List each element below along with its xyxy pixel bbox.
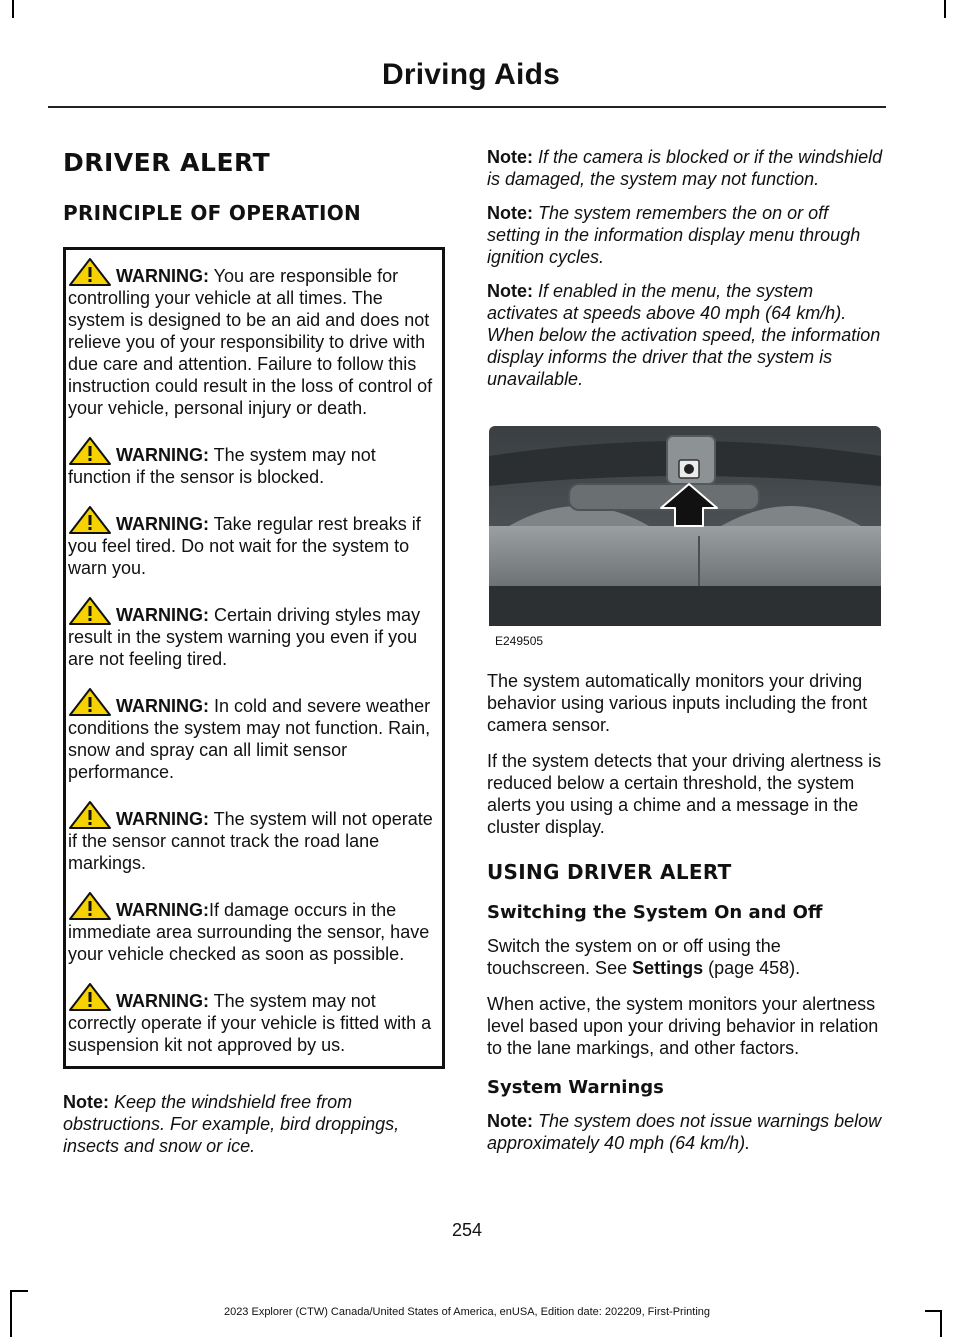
warning-item: WARNING: The system may not function if the sensor is blocked. bbox=[68, 437, 434, 488]
warning-triangle-icon bbox=[68, 597, 112, 625]
paragraph: If the system detects that your driving alertness is reduced below a certain threshold, the system alerts you using a chime and a message in the cluster display. bbox=[487, 751, 882, 837]
subsection-title: System Warnings bbox=[487, 1077, 664, 1098]
page-number: 254 bbox=[451, 1220, 483, 1240]
settings-link[interactable]: Settings bbox=[632, 958, 704, 978]
warning-triangle-icon bbox=[68, 892, 112, 920]
warning-item: WARNING: In cold and severe weather conditions the system may not function. Rain, snow and spray can all limit sensor performance. bbox=[68, 688, 434, 783]
note: Note: The system remembers the on or off setting in the information display menu through ignition cycles. bbox=[487, 203, 861, 267]
paragraph: When active, the system monitors your alertness level based upon your driving behavior in relation to the lane markings, and other factors. bbox=[487, 994, 879, 1058]
windshield-camera-illustration bbox=[489, 426, 881, 626]
section-title: DRIVER ALERT bbox=[63, 148, 271, 177]
paragraph: The system automatically monitors your driving behavior using various inputs including the front camera sensor. bbox=[487, 671, 868, 735]
note: Note: If the camera is blocked or if the windshield is damaged, the system may not function. bbox=[487, 147, 883, 189]
figure-code: E249505 bbox=[495, 634, 544, 648]
note: Note: If enabled in the menu, the system activates at speeds above 40 mph (64 km/h). When below the activation speed, the information display informs the driver that the system is unavailable. bbox=[487, 281, 881, 389]
footer: 2023 Explorer (CTW) Canada/United States of America, enUSA, Edition date: 202209, First-Printing bbox=[223, 1306, 711, 1318]
chapter-title: Driving Aids bbox=[382, 58, 560, 91]
warning-item: WARNING: You are responsible for controlling your vehicle at all times. The system is designed to be an aid and does not relieve you of your responsibility to drive with due care and attention. Failure to follow this instruction could result in the loss of control of your vehicle, personal injury or death. bbox=[68, 258, 434, 419]
subsection-title: Switching the System On and Off bbox=[487, 902, 823, 923]
warning-triangle-icon bbox=[68, 801, 112, 829]
warning-triangle-icon bbox=[68, 688, 112, 716]
crop-mark bbox=[944, 0, 946, 18]
warning-item: WARNING:If damage occurs in the immediate area surrounding the sensor, have your vehicle checked as soon as possible. bbox=[68, 892, 434, 965]
warning-triangle-icon bbox=[68, 437, 112, 465]
warning-item: WARNING: The system will not operate if the sensor cannot track the road lane markings. bbox=[68, 801, 434, 874]
crop-mark bbox=[10, 1290, 28, 1292]
note: Note: The system does not issue warnings below approximately 40 mph (64 km/h). bbox=[487, 1111, 882, 1153]
paragraph: Switch the system on or off using the touchscreen. See Settings (page 458). bbox=[487, 936, 801, 978]
warning-item: WARNING: Take regular rest breaks if you feel tired. Do not wait for the system to warn you. bbox=[68, 506, 434, 579]
warning-triangle-icon bbox=[68, 506, 112, 534]
header-divider bbox=[48, 106, 886, 108]
left-column bbox=[63, 148, 445, 1169]
crop-mark bbox=[940, 1310, 942, 1337]
warning-triangle-icon bbox=[68, 983, 112, 1011]
right-column bbox=[487, 146, 885, 1166]
crop-mark bbox=[12, 0, 14, 18]
camera-sensor-image bbox=[489, 426, 881, 626]
note: Note: Keep the windshield free from obstructions. For example, bird droppings, insects and snow or ice. bbox=[63, 1092, 400, 1156]
warning-triangle-icon bbox=[68, 258, 112, 286]
subsection-title: PRINCIPLE OF OPERATION bbox=[63, 201, 362, 225]
section-title: USING DRIVER ALERT bbox=[487, 860, 732, 884]
warnings-box bbox=[63, 247, 445, 1069]
warning-item: WARNING: The system may not correctly operate if your vehicle is fitted with a suspension kit not approved by us. bbox=[68, 983, 434, 1056]
warning-item: WARNING: Certain driving styles may result in the system warning you even if you are not feeling tired. bbox=[68, 597, 434, 670]
